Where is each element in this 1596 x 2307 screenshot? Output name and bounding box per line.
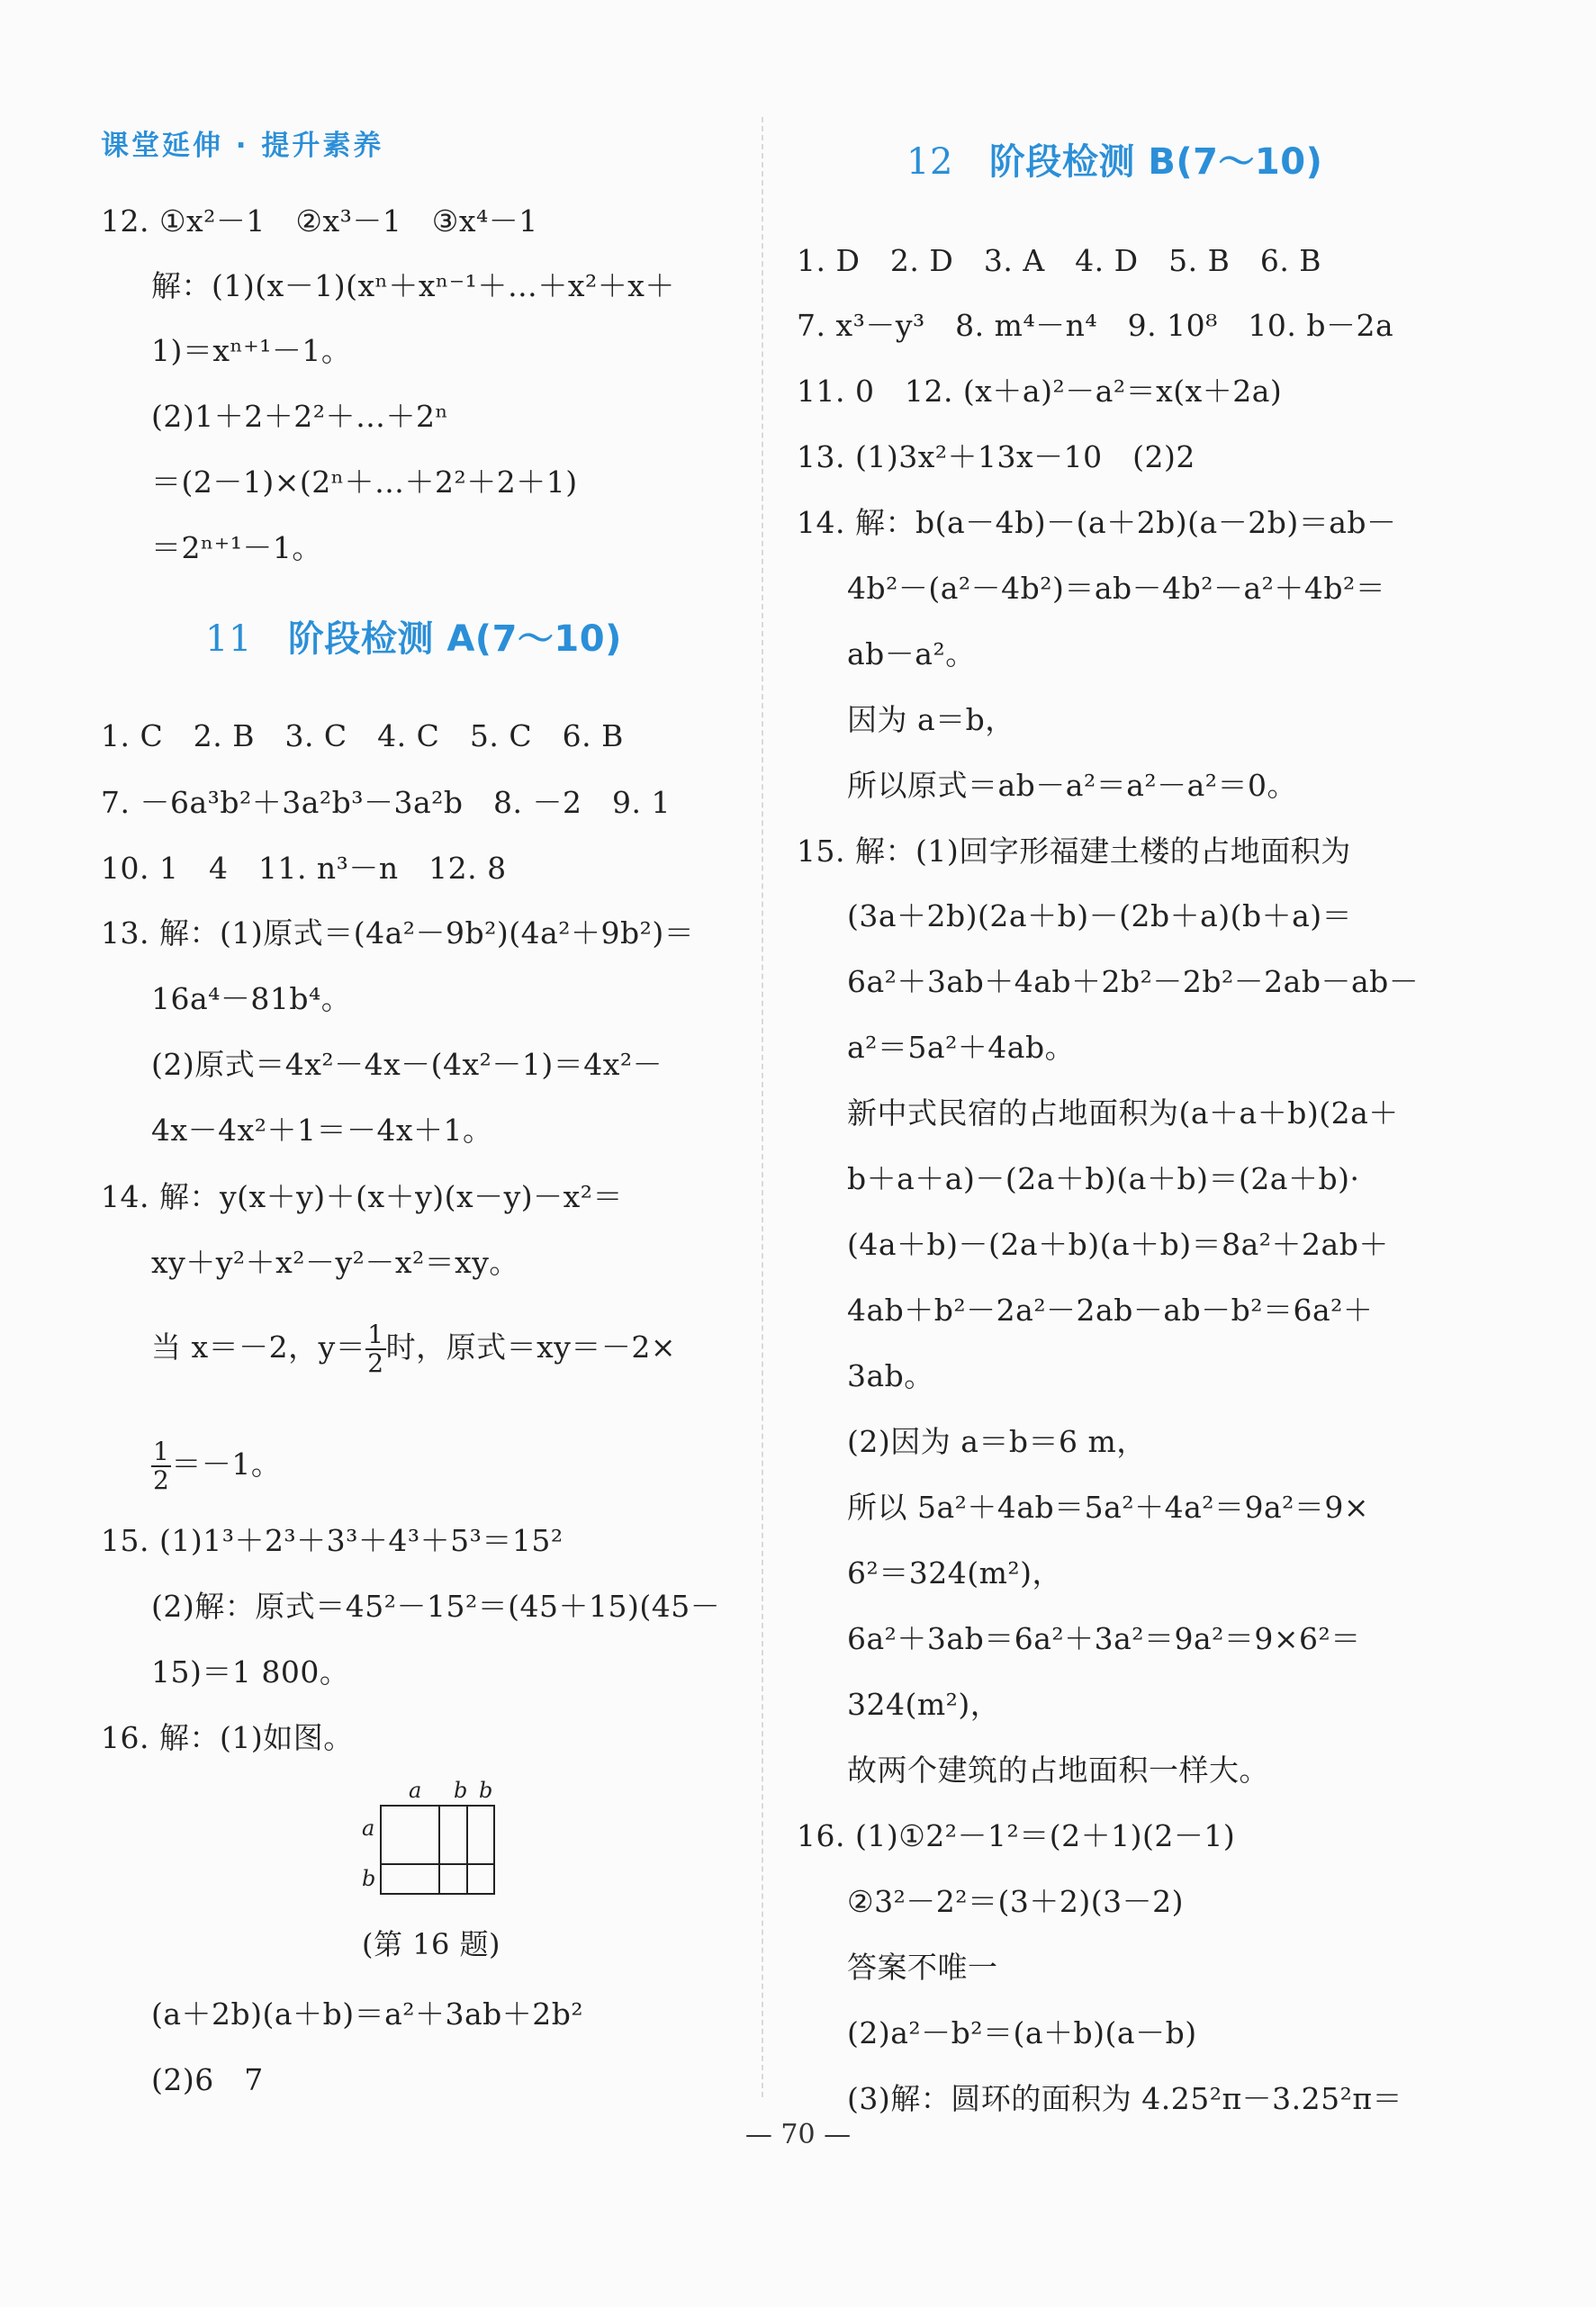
answer-line: 6a²＋3ab＝6a²＋3a²＝9a²＝9×6²＝ <box>847 1621 1361 1656</box>
answer-line: xy＋y²＋x²－y²－x²＝xy。 <box>151 1245 519 1280</box>
answer-text: 当 x＝－2，y＝ <box>151 1329 366 1365</box>
answer-15: 15. 解：(1)回字形福建土楼的占地面积为 <box>797 834 1351 869</box>
fraction-numerator: 1 <box>367 1320 384 1349</box>
fraction-numerator: 1 <box>153 1437 170 1466</box>
label-left-a: a <box>362 1816 375 1841</box>
answer-line: 3ab。 <box>847 1358 934 1393</box>
section-number: 12 <box>906 141 953 183</box>
answer-line: b＋a＋a)－(2a＋b)(a＋b)＝(2a＋b)· <box>847 1161 1360 1196</box>
answer-text: ＝－1。 <box>171 1446 282 1482</box>
answer-line: 4x－4x²＋1＝－4x＋1。 <box>151 1113 493 1148</box>
answer-line: 解：(1)(x－1)(xⁿ＋xⁿ⁻¹＋…＋x²＋x＋ <box>151 268 675 303</box>
page-number: — 70 — <box>744 2119 852 2150</box>
answer-line: ab－a²。 <box>847 636 976 671</box>
answer-line: 故两个建筑的占地面积一样大。 <box>847 1753 1269 1788</box>
answer-line: ＝(2－1)×(2ⁿ＋…＋2²＋2＋1) <box>151 464 578 500</box>
answer-text: 时，原式＝xy＝－2× <box>385 1329 676 1365</box>
answer-line: (2)6 7 <box>151 2062 264 2097</box>
fraction-half <box>365 1321 385 1377</box>
section-heading: 阶段检测 A(7～10) <box>287 618 622 660</box>
answer-line: 6a²＋3ab＋4ab＋2b²－2b²－2ab－ab－ <box>847 964 1420 999</box>
answer-14: 14. 解：y(x＋y)＋(x＋y)(x－y)－x²＝ <box>101 1179 623 1214</box>
answer-line: (2)解：原式＝45²－15²＝(45＋15)(45－ <box>151 1589 721 1624</box>
answer-13: 13. 解：(1)原式＝(4a²－9b²)(4a²＋9b²)＝ <box>101 915 695 951</box>
section-heading: 阶段检测 B(7～10) <box>988 141 1323 183</box>
answer-line: (a＋2b)(a＋b)＝a²＋3ab＋2b² <box>151 1996 584 2032</box>
grid-diagram <box>380 1805 506 1898</box>
answer-line: a²＝5a²＋4ab。 <box>847 1030 1076 1065</box>
answer-line: 7. －6a³b²＋3a²b³－3a²b 8. －2 9. 1 <box>101 785 671 820</box>
column-divider <box>762 117 763 2097</box>
answer-line: 因为 a＝b， <box>847 702 1015 737</box>
answer-line: 1. C 2. B 3. C 4. C 5. C 6. B <box>101 718 624 753</box>
answer-line: 13. (1)3x²＋13x－10 (2)2 <box>797 439 1195 474</box>
answer-line: 4ab＋b²－2a²－2ab－ab－b²＝6a²＋ <box>847 1293 1374 1328</box>
answer-16: 16. 解：(1)如图。 <box>101 1720 354 1755</box>
answer-14: 14. 解：b(a－4b)－(a＋2b)(a－2b)＝ab－ <box>797 505 1397 540</box>
answer-line: 16a⁴－81b⁴。 <box>151 981 352 1016</box>
answer-line: 324(m²)， <box>847 1687 1001 1722</box>
fraction-half <box>151 1438 171 1494</box>
label-top-b2: b <box>479 1778 493 1803</box>
fraction-denominator: 2 <box>153 1465 170 1495</box>
answer-line: (2)原式＝4x²－4x－(4x²－1)＝4x²－ <box>151 1047 663 1082</box>
figure-16-grid <box>362 1778 524 1899</box>
answer-line-fraction <box>151 1321 676 1377</box>
answer-line-fraction <box>151 1438 281 1494</box>
answer-12: 12. ①x²－1 ②x³－1 ③x⁴－1 <box>101 203 538 239</box>
answer-line: 新中式民宿的占地面积为(a＋a＋b)(2a＋ <box>847 1095 1399 1131</box>
answer-line: (4a＋b)－(2a＋b)(a＋b)＝8a²＋2ab＋ <box>847 1227 1389 1262</box>
section-number: 11 <box>205 618 252 660</box>
answer-line: (2)a²－b²＝(a＋b)(a－b) <box>847 2015 1197 2050</box>
answer-line: (2)因为 a＝b＝6 m， <box>847 1424 1147 1459</box>
label-top-b1: b <box>454 1778 468 1803</box>
section-11-title <box>205 618 622 660</box>
answer-line: 1. D 2. D 3. A 4. D 5. B 6. B <box>797 243 1322 278</box>
answer-line: 10. 1 4 11. n³－n 12. 8 <box>101 851 507 886</box>
answer-line: 所以 5a²＋4ab＝5a²＋4a²＝9a²＝9× <box>847 1490 1370 1525</box>
answer-line: 15)＝1 800。 <box>151 1654 350 1690</box>
answer-line: 11. 0 12. (x＋a)²－a²＝x(x＋2a) <box>797 374 1283 409</box>
answer-line: 4b²－(a²－4b²)＝ab－4b²－a²＋4b²＝ <box>847 571 1386 606</box>
answer-line: 6²＝324(m²)， <box>847 1555 1062 1591</box>
answer-16: 16. (1)①2²－1²＝(2＋1)(2－1) <box>797 1818 1236 1853</box>
answer-line: ＝2ⁿ⁺¹－1。 <box>151 530 322 565</box>
answer-line: 答案不唯一 <box>847 1950 998 1985</box>
label-top-a: a <box>409 1778 422 1803</box>
fraction-denominator: 2 <box>367 1348 384 1378</box>
answer-line: 所以原式＝ab－a²＝a²－a²＝0。 <box>847 768 1298 803</box>
label-left-b: b <box>362 1866 376 1891</box>
answer-15: 15. (1)1³＋2³＋3³＋4³＋5³＝15² <box>101 1523 564 1558</box>
answer-line: (3a＋2b)(2a＋b)－(2b＋a)(b＋a)＝ <box>847 898 1353 933</box>
section-title: 课堂延伸 · 提升素养 <box>101 130 384 162</box>
section-12-title <box>906 141 1323 183</box>
figure-caption: (第 16 题) <box>362 1927 501 1961</box>
answer-line: ②3²－2²＝(3＋2)(3－2) <box>847 1884 1185 1919</box>
answer-line: 7. x³－y³ 8. m⁴－n⁴ 9. 10⁸ 10. b－2a <box>797 308 1394 343</box>
answer-line: 1)＝xⁿ⁺¹－1。 <box>151 333 352 368</box>
answer-line: (2)1＋2＋2²＋…＋2ⁿ <box>151 399 449 434</box>
answer-line: (3)解：圆环的面积为 4.25²π－3.25²π＝ <box>847 2081 1403 2116</box>
